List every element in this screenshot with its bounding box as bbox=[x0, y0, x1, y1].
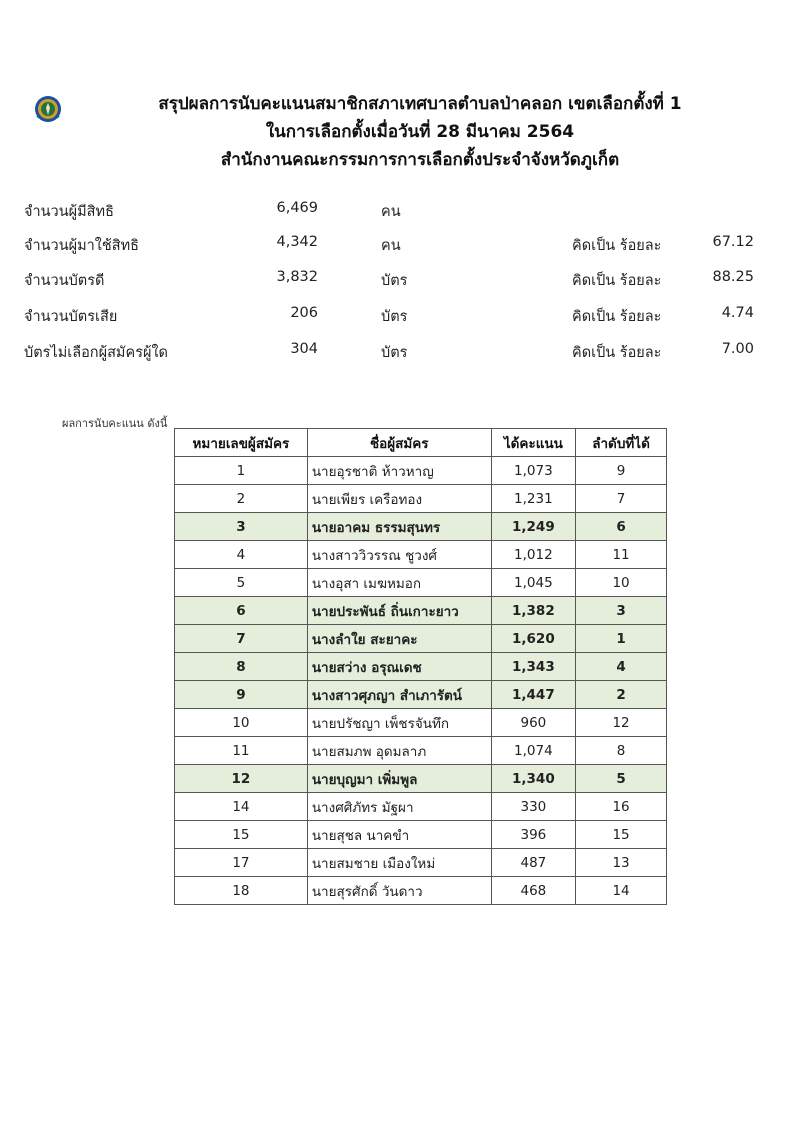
candidate-votes: 1,343 bbox=[491, 653, 575, 681]
candidate-number: 4 bbox=[175, 541, 308, 569]
document-title: สรุปผลการนับคะแนนสมาชิกสภาเทศบาลตำบลป่าคลอก เขตเลือกตั้งที่ 1 bbox=[158, 94, 682, 114]
stat-unit: คน bbox=[381, 238, 401, 254]
stat-label: จำนวนบัตรเสีย bbox=[24, 309, 118, 325]
header-rank: ลำดับที่ได้ bbox=[576, 429, 667, 457]
candidate-name: นายบุญมา เพิ่มพูล bbox=[307, 765, 491, 793]
candidate-number: 12 bbox=[175, 765, 308, 793]
candidate-votes: 396 bbox=[491, 821, 575, 849]
stat-label: จำนวนบัตรดี bbox=[24, 273, 105, 289]
candidate-rank: 13 bbox=[576, 849, 667, 877]
candidate-votes: 1,620 bbox=[491, 625, 575, 653]
candidate-rank: 10 bbox=[576, 569, 667, 597]
candidate-name: นางสาวศุภญา สำเภารัตน์ bbox=[307, 681, 491, 709]
table-row bbox=[175, 709, 667, 737]
stat-percent-label: คิดเป็น ร้อยละ bbox=[572, 238, 662, 254]
candidate-rank: 16 bbox=[576, 793, 667, 821]
candidate-number: 11 bbox=[175, 737, 308, 765]
stat-label: จำนวนผู้มาใช้สิทธิ bbox=[24, 238, 139, 254]
candidate-rank: 6 bbox=[576, 513, 667, 541]
header-votes: ได้คะแนน bbox=[491, 429, 575, 457]
candidate-name: นายสุชล นาคขำ bbox=[307, 821, 491, 849]
stat-row-voted bbox=[0, 234, 800, 258]
table-row bbox=[175, 877, 667, 905]
stat-row-invalid-ballots bbox=[0, 305, 800, 329]
candidate-number: 5 bbox=[175, 569, 308, 597]
stat-value: 304 bbox=[290, 341, 318, 357]
candidate-number: 2 bbox=[175, 485, 308, 513]
header-candidate-name: ชื่อผู้สมัคร bbox=[307, 429, 491, 457]
candidate-votes: 960 bbox=[491, 709, 575, 737]
candidate-name: นายสมภพ อุดมลาภ bbox=[307, 737, 491, 765]
candidate-number: 9 bbox=[175, 681, 308, 709]
candidate-rank: 7 bbox=[576, 485, 667, 513]
candidate-votes: 330 bbox=[491, 793, 575, 821]
candidate-name: นายประพันธ์ ถิ่นเกาะยาว bbox=[307, 597, 491, 625]
stat-unit: คน bbox=[381, 204, 401, 220]
stat-percent: 7.00 bbox=[721, 341, 754, 357]
table-row bbox=[175, 457, 667, 485]
candidate-rank: 9 bbox=[576, 457, 667, 485]
election-date: ในการเลือกตั้งเมื่อวันที่ 28 มีนาคม 2564 bbox=[265, 122, 575, 142]
candidate-number: 15 bbox=[175, 821, 308, 849]
header-candidate-number: หมายเลขผู้สมัคร bbox=[175, 429, 308, 457]
table-row bbox=[175, 793, 667, 821]
candidate-rank: 3 bbox=[576, 597, 667, 625]
stat-unit: บัตร bbox=[381, 309, 408, 325]
candidate-number: 17 bbox=[175, 849, 308, 877]
stat-row-no-vote-ballots bbox=[0, 341, 800, 365]
stat-unit: บัตร bbox=[381, 345, 408, 361]
table-row bbox=[175, 541, 667, 569]
table-row bbox=[175, 597, 667, 625]
stat-percent: 4.74 bbox=[721, 305, 754, 321]
table-row bbox=[175, 653, 667, 681]
candidate-name: นางอุสา เมฆหมอก bbox=[307, 569, 491, 597]
candidate-number: 7 bbox=[175, 625, 308, 653]
candidate-rank: 14 bbox=[576, 877, 667, 905]
candidate-name: นายเพียร เครือทอง bbox=[307, 485, 491, 513]
candidate-name: นายอาคม ธรรมสุนทร bbox=[307, 513, 491, 541]
candidate-votes: 468 bbox=[491, 877, 575, 905]
issuing-office: สำนักงานคณะกรรมการการเลือกตั้งประจำจังหวัดภูเก็ต bbox=[220, 150, 620, 170]
stat-percent-label: คิดเป็น ร้อยละ bbox=[572, 345, 662, 361]
candidate-rank: 11 bbox=[576, 541, 667, 569]
stat-percent-label: คิดเป็น ร้อยละ bbox=[572, 273, 662, 289]
candidate-votes: 487 bbox=[491, 849, 575, 877]
table-row bbox=[175, 737, 667, 765]
candidate-rank: 12 bbox=[576, 709, 667, 737]
candidate-rank: 15 bbox=[576, 821, 667, 849]
candidate-number: 14 bbox=[175, 793, 308, 821]
stat-value: 6,469 bbox=[276, 200, 318, 216]
stat-row-eligible bbox=[0, 200, 800, 224]
candidate-votes: 1,012 bbox=[491, 541, 575, 569]
table-row bbox=[175, 681, 667, 709]
stat-row-valid-ballots bbox=[0, 269, 800, 293]
candidate-votes: 1,073 bbox=[491, 457, 575, 485]
candidate-number: 8 bbox=[175, 653, 308, 681]
candidate-votes: 1,074 bbox=[491, 737, 575, 765]
election-commission-emblem-icon bbox=[33, 94, 63, 124]
table-header-row bbox=[175, 429, 667, 457]
candidate-number: 18 bbox=[175, 877, 308, 905]
candidate-number: 10 bbox=[175, 709, 308, 737]
stat-label: จำนวนผู้มีสิทธิ bbox=[24, 204, 114, 220]
table-row bbox=[175, 821, 667, 849]
results-table-body bbox=[175, 457, 667, 905]
candidate-rank: 2 bbox=[576, 681, 667, 709]
candidate-name: นางสาววิวรรณ ชูวงศ์ bbox=[307, 541, 491, 569]
results-table bbox=[174, 428, 667, 905]
candidate-votes: 1,249 bbox=[491, 513, 575, 541]
candidate-name: นางลำใย สะยาคะ bbox=[307, 625, 491, 653]
candidate-votes: 1,231 bbox=[491, 485, 575, 513]
stat-unit: บัตร bbox=[381, 273, 408, 289]
candidate-name: นายสุรศักดิ์ วันดาว bbox=[307, 877, 491, 905]
candidate-votes: 1,447 bbox=[491, 681, 575, 709]
candidate-number: 3 bbox=[175, 513, 308, 541]
candidate-name: นายสมชาย เมืองใหม่ bbox=[307, 849, 491, 877]
table-row bbox=[175, 765, 667, 793]
table-row bbox=[175, 485, 667, 513]
candidate-number: 6 bbox=[175, 597, 308, 625]
candidate-rank: 1 bbox=[576, 625, 667, 653]
candidate-name: นายสว่าง อรุณเดช bbox=[307, 653, 491, 681]
candidate-name: นายอุรชาติ ห้าวหาญ bbox=[307, 457, 491, 485]
candidate-rank: 5 bbox=[576, 765, 667, 793]
table-row bbox=[175, 513, 667, 541]
stat-percent: 88.25 bbox=[712, 269, 754, 285]
stat-label: บัตรไม่เลือกผู้สมัครผู้ใด bbox=[24, 345, 168, 361]
table-row bbox=[175, 569, 667, 597]
table-row bbox=[175, 849, 667, 877]
candidate-name: นางศศิภัทร มัฐผา bbox=[307, 793, 491, 821]
results-caption: ผลการนับคะแนน ดังนี้ bbox=[62, 417, 168, 430]
stat-percent-label: คิดเป็น ร้อยละ bbox=[572, 309, 662, 325]
candidate-rank: 8 bbox=[576, 737, 667, 765]
stat-value: 206 bbox=[290, 305, 318, 321]
candidate-name: นายปรัชญา เพ็ชรจันทึก bbox=[307, 709, 491, 737]
table-row bbox=[175, 625, 667, 653]
candidate-votes: 1,340 bbox=[491, 765, 575, 793]
stat-percent: 67.12 bbox=[712, 234, 754, 250]
stat-value: 3,832 bbox=[276, 269, 318, 285]
candidate-votes: 1,045 bbox=[491, 569, 575, 597]
stat-value: 4,342 bbox=[276, 234, 318, 250]
candidate-number: 1 bbox=[175, 457, 308, 485]
candidate-votes: 1,382 bbox=[491, 597, 575, 625]
candidate-rank: 4 bbox=[576, 653, 667, 681]
